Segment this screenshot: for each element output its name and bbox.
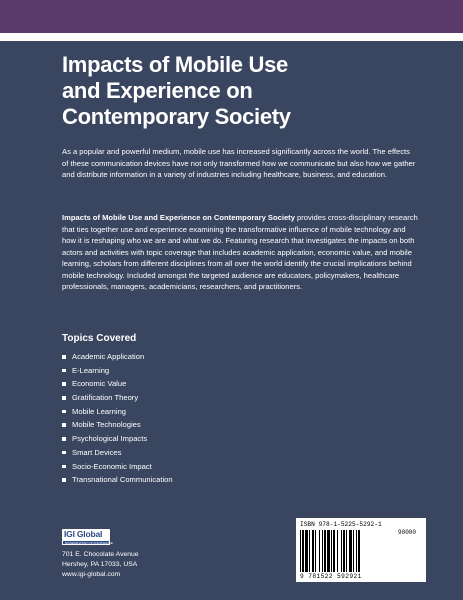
bullet-icon (62, 478, 66, 482)
publisher-website: www.igi-global.com (62, 571, 121, 578)
topics-heading: Topics Covered (62, 333, 137, 344)
title-line-2: and Experience on (62, 78, 253, 103)
topic-item (62, 364, 173, 378)
topic-item (62, 405, 173, 419)
title-line-3: Contemporary Society (62, 104, 291, 129)
topic-item (62, 432, 173, 446)
isbn-number: ISBN 978-1-5225-5292-1 (300, 521, 382, 528)
top-color-band (0, 0, 463, 33)
bullet-icon (62, 465, 66, 469)
topic-item (62, 391, 173, 405)
logo-tagline: DISSEMINATOR OF KNOWLEDGE (62, 540, 110, 545)
topic-label: Gratification Theory (72, 393, 139, 403)
bullet-icon (62, 423, 66, 427)
topic-label: Socio-Economic Impact (72, 461, 152, 471)
publisher-address (62, 550, 139, 580)
topic-label: Academic Application (72, 352, 145, 361)
bullet-icon (62, 396, 66, 400)
bullet-icon (62, 410, 66, 414)
ean-digits: 9 781522 592921 (300, 573, 362, 580)
book-title (62, 52, 422, 130)
bullet-icon (62, 355, 66, 359)
band-divider (0, 33, 463, 41)
topic-label: Mobile Technologies (72, 420, 141, 430)
topic-item (62, 460, 173, 474)
title-line-1: Impacts of Mobile Use (62, 52, 288, 77)
description-book-title: Impacts of Mobile Use and Experience on Contemporary Society (62, 213, 295, 222)
topic-label: Economic Value (72, 379, 127, 389)
topic-item (62, 446, 173, 460)
address-city: Hershey, PA 17033, USA (62, 561, 138, 568)
description-paragraph (62, 212, 418, 293)
topic-item (62, 473, 173, 487)
topics-list (62, 350, 173, 487)
topic-label: Mobile Learning (72, 406, 127, 416)
bullet-icon (62, 382, 66, 386)
topic-label: E-Learning (72, 365, 110, 375)
topic-label: Psychological Impacts (72, 434, 148, 444)
ean-barcode (300, 530, 394, 572)
bullet-icon (62, 437, 66, 441)
logo-wordmark: IGI Global (62, 529, 110, 540)
topic-item (62, 418, 173, 432)
barcode-box (296, 518, 426, 582)
topic-label: Smart Devices (72, 447, 122, 457)
topic-item (62, 350, 173, 364)
bullet-icon (62, 451, 66, 455)
description-text: provides cross-disciplinary research that ties together use and experience examining the transformative influence of mobile technology and how it is reshaping who we are and what we do. Featuring research that investigates the impacts on both actors and activities with topic coverage that includes academic application, economic value, and mobile learning, scholars from different disciplines from all over the world identify the crucial implications behind mobile technology. Included amongst the targeted audience are educators, policymakers, healthcare professionals, managers, academicians, researchers, and practitioners. (62, 213, 418, 291)
bullet-icon (62, 369, 66, 373)
topic-label: Transnational Communication (72, 475, 173, 485)
publisher-logo (62, 529, 142, 547)
intro-paragraph: As a popular and powerful medium, mobile use has increased significantly across the world. The effects of these communication devices have not only transformed how we communicate but also how we gather and distribute information in a variety of industries including healthcare, business, and education. (62, 147, 416, 179)
price-code: 90000 (398, 529, 417, 536)
address-street: 701 E. Chocolate Avenue (62, 551, 139, 558)
topic-item (62, 377, 173, 391)
